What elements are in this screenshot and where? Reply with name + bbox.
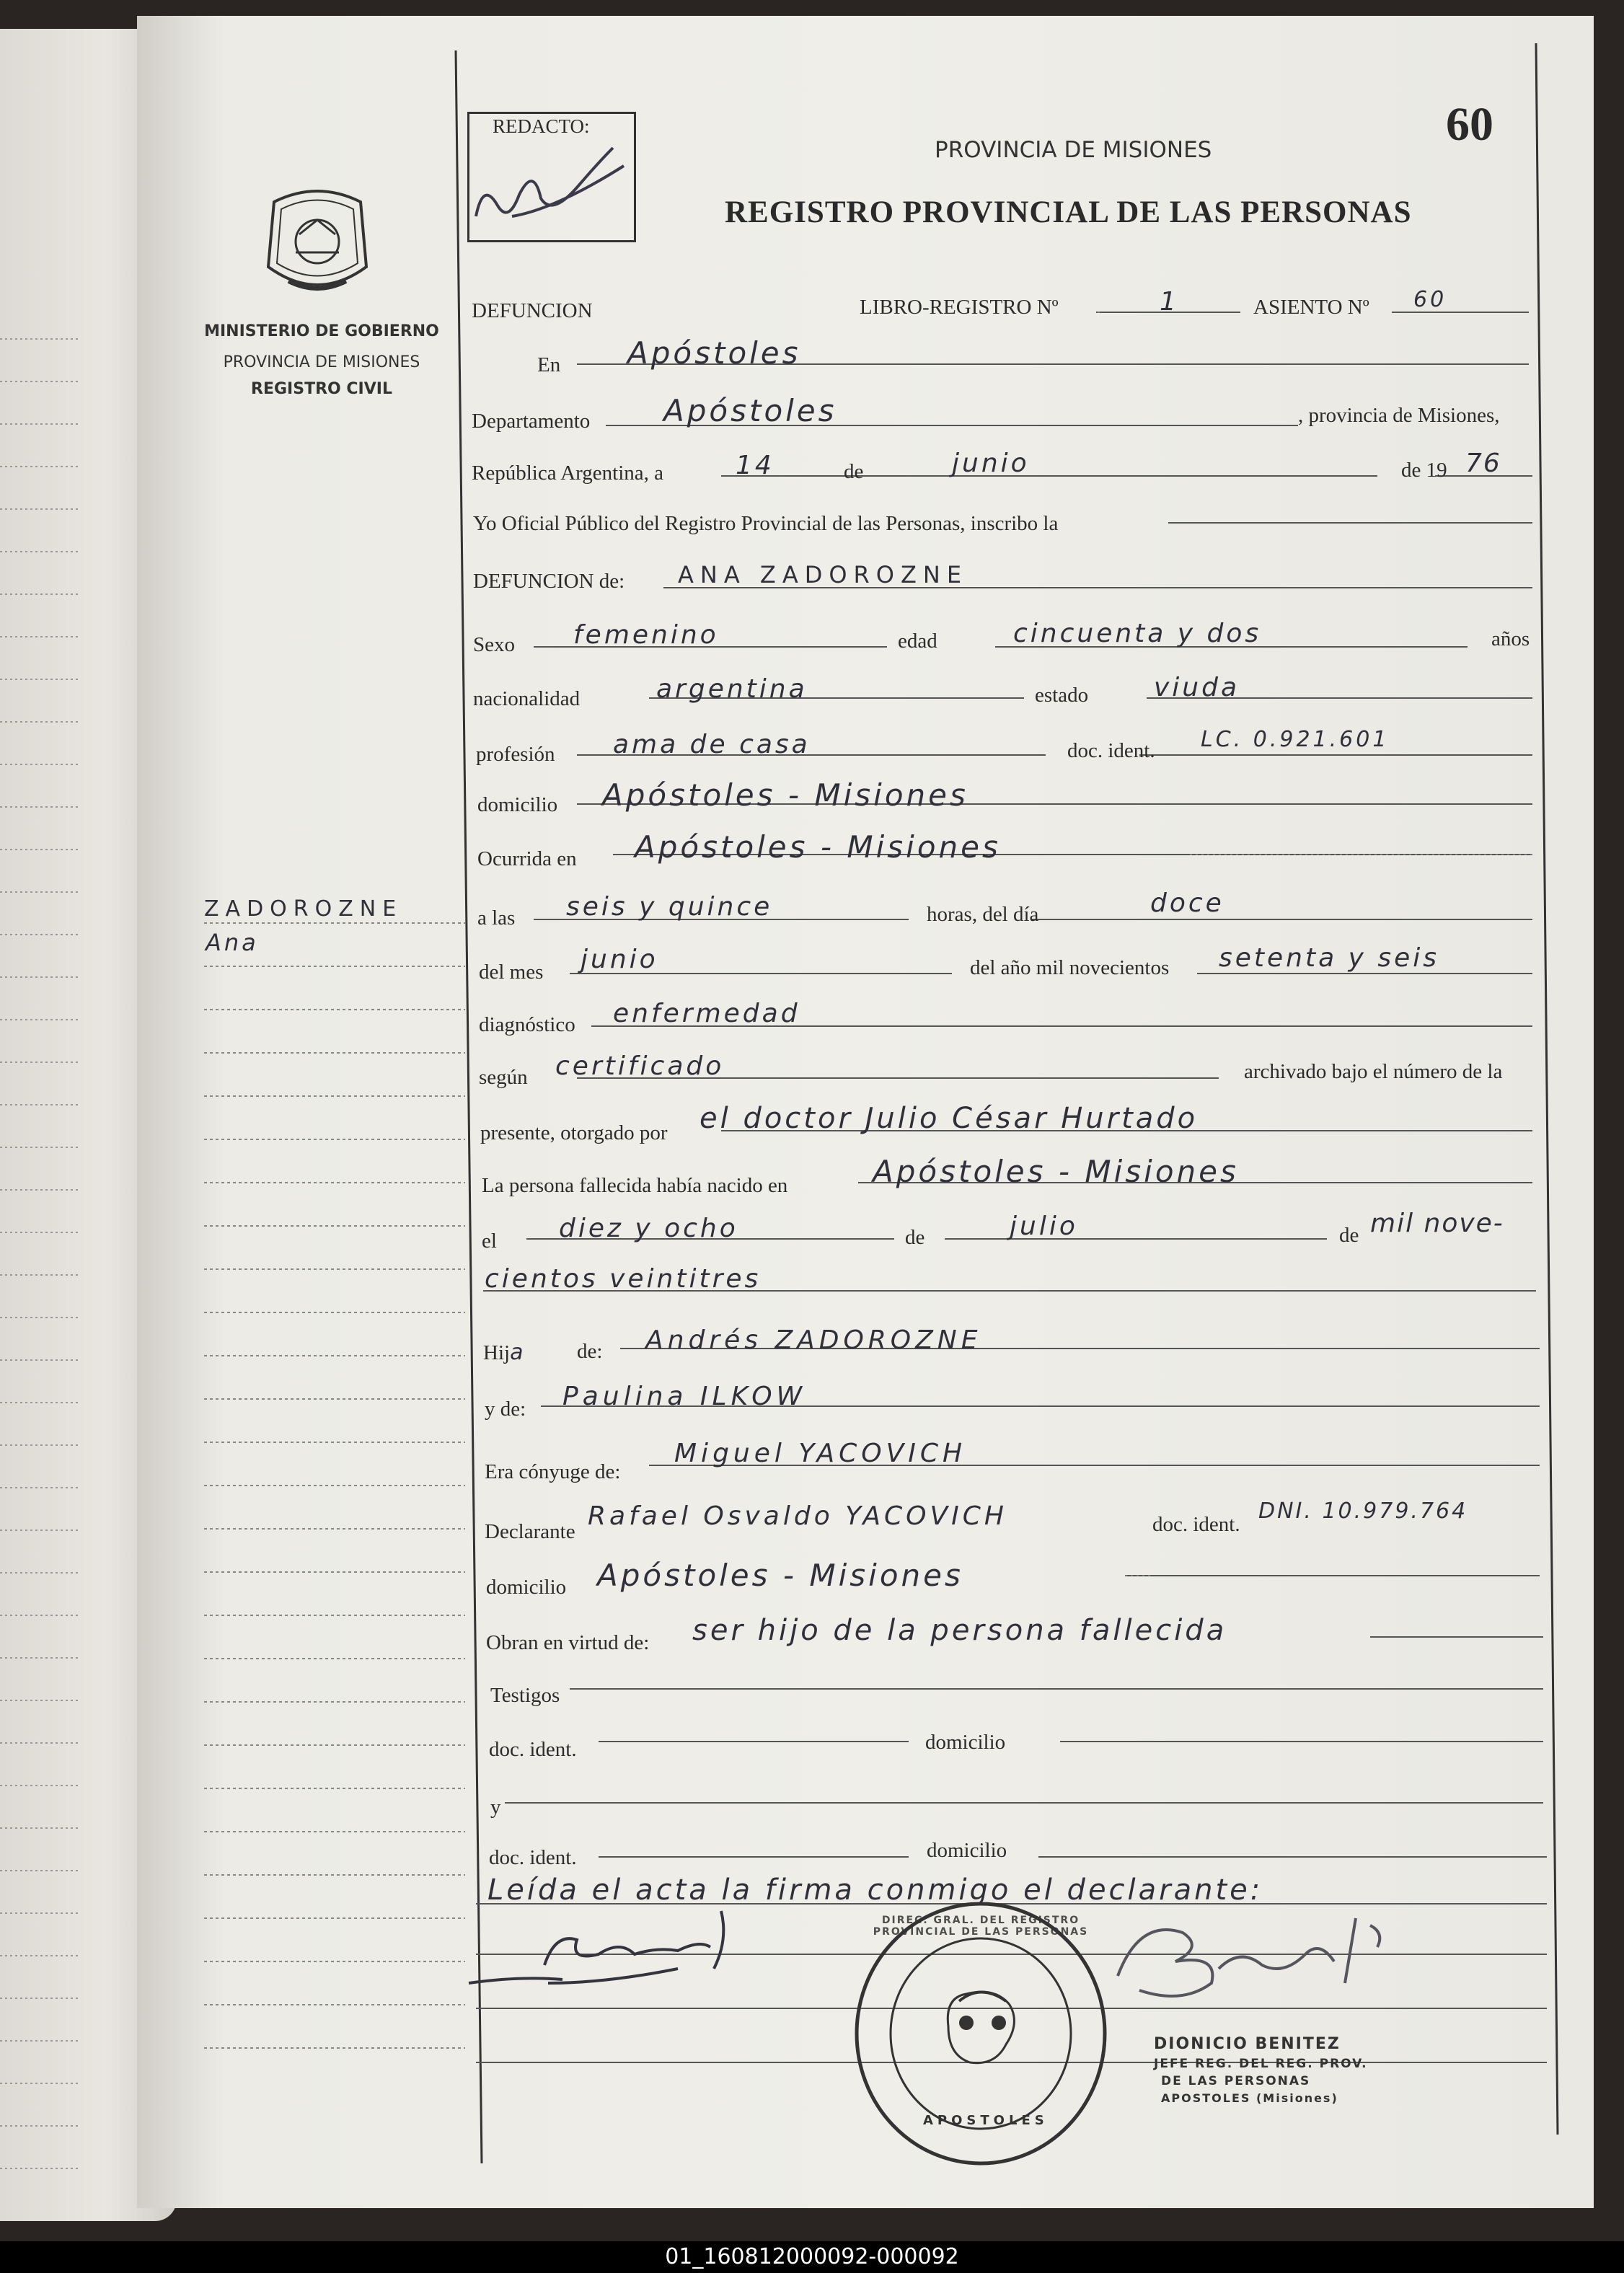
- dia-value: doce: [1150, 888, 1224, 918]
- del-mes-label: del mes: [479, 961, 544, 984]
- t1-doc-label: doc. ident.: [489, 1738, 577, 1761]
- page-number: 60: [1446, 98, 1493, 151]
- province-title: PROVINCIA DE MISIONES: [935, 137, 1212, 163]
- deceased-name: ANA ZADOROZNE: [678, 561, 968, 588]
- sexo-label: Sexo: [473, 633, 515, 656]
- estado-label: estado: [1035, 684, 1089, 707]
- conyuge-label: Era cónyuge de:: [485, 1460, 621, 1483]
- closing-text: Leída el acta la firma conmigo el declarante:: [487, 1873, 1263, 1907]
- doc-ident-label: doc. ident.: [1067, 739, 1155, 762]
- domicilio-value: Apóstoles - Misiones: [602, 777, 968, 813]
- obran-label: Obran en virtud de:: [486, 1631, 650, 1654]
- departamento-label: Departamento: [472, 410, 591, 433]
- libro-value: 1: [1160, 287, 1179, 317]
- margin-note-line2: Ana: [206, 929, 259, 956]
- en-label: En: [537, 353, 561, 376]
- month-value: junio: [952, 449, 1030, 478]
- ministry-line1: MINISTERIO DE GOBIERNO: [204, 322, 439, 340]
- day-value: 14: [736, 451, 775, 480]
- presente-label: presente, otorgado por: [480, 1121, 668, 1144]
- act-type-label: DEFUNCION: [472, 299, 593, 322]
- t2-doc-label: doc. ident.: [489, 1846, 577, 1869]
- obran-value: ser hijo de la persona fallecida: [692, 1614, 1227, 1647]
- declarante-doc-value: DNI. 10.979.764: [1258, 1499, 1468, 1524]
- oficial-text: Yo Oficial Público del Registro Provincial de las Personas, inscribo la: [473, 512, 1059, 535]
- t1-domicilio-label: domicilio: [925, 1731, 1006, 1754]
- profesion-label: profesión: [476, 743, 555, 766]
- ano-value: setenta y seis: [1219, 943, 1440, 973]
- image-caption: 01_160812000092-000092: [665, 2244, 959, 2269]
- redacto-label: REDACTO:: [493, 115, 590, 137]
- redacto-signature-icon: [469, 137, 635, 238]
- testigos-label: Testigos: [490, 1684, 560, 1707]
- year-value: 76: [1465, 449, 1501, 478]
- segun-value: certificado: [555, 1051, 725, 1081]
- libro-label: LIBRO-REGISTRO Nº: [860, 296, 1059, 319]
- official-stamp-line1: DIONICIO BENITEZ: [1154, 2035, 1341, 2053]
- estado-value: viuda: [1154, 673, 1240, 702]
- registry-round-stamp-icon: [851, 1897, 1111, 2171]
- image-caption-bar: [0, 2241, 1624, 2273]
- profesion-value: ama de casa: [613, 730, 811, 759]
- horas-label: horas, del día: [927, 903, 1039, 926]
- a-las-value: seis y quince: [566, 892, 773, 922]
- asiento-label: ASIENTO Nº: [1253, 296, 1369, 319]
- declarante-domicilio-label: domicilio: [486, 1576, 567, 1599]
- archivado-label: archivado bajo el número de la: [1244, 1060, 1503, 1083]
- del-ano-label: del año mil novecientos: [970, 956, 1170, 979]
- madre-value: Paulina ILKOW: [562, 1382, 807, 1411]
- nac-mes-value: julio: [1010, 1211, 1078, 1241]
- mes-value: junio: [581, 945, 658, 974]
- officer-signature-icon: [462, 1897, 793, 2005]
- y-label: y: [490, 1796, 501, 1819]
- ministry-line3: REGISTRO CIVIL: [251, 380, 392, 398]
- nac-ano-value-2: cientos veintitres: [485, 1264, 762, 1294]
- ocurrida-value: Apóstoles - Misiones: [635, 829, 1001, 865]
- t2-domicilio-label: domicilio: [927, 1839, 1007, 1862]
- round-stamp-city: APOSTOLES: [923, 2113, 1049, 2128]
- nacionalidad-value: argentina: [656, 674, 808, 704]
- edad-value: cincuenta y dos: [1013, 619, 1262, 648]
- republica-label: República Argentina, a: [472, 462, 664, 485]
- sexo-value: femenino: [573, 620, 719, 650]
- declarante-doc-label: doc. ident.: [1152, 1513, 1240, 1536]
- y-de-label: y de:: [485, 1398, 526, 1421]
- hija-label: Hija: [483, 1340, 524, 1365]
- nac-de-label: de: [905, 1226, 925, 1249]
- declarante-label: Declarante: [485, 1520, 575, 1543]
- ministry-seal-icon: [260, 180, 375, 303]
- diagnostico-label: diagnóstico: [479, 1013, 575, 1036]
- domicilio-label: domicilio: [477, 793, 558, 816]
- edad-label: edad: [898, 630, 937, 653]
- declarante-value: Rafael Osvaldo YACOVICH: [588, 1501, 1007, 1531]
- declarante-domicilio-value: Apóstoles - Misiones: [597, 1558, 963, 1593]
- padre-value: Andrés ZADOROZNE: [645, 1325, 982, 1355]
- nacido-value: Apóstoles - Misiones: [873, 1154, 1239, 1189]
- departamento-value: Apóstoles: [663, 393, 837, 428]
- el-label: el: [482, 1230, 497, 1253]
- nac-ano-value-1: mil nove-: [1370, 1209, 1504, 1238]
- nacido-label: La persona fallecida había nacido en: [482, 1174, 788, 1197]
- margin-note-line1: ZADOROZNE: [204, 896, 403, 922]
- declarant-signature-icon: [1096, 1904, 1428, 2012]
- defuncion-de-label: DEFUNCION de:: [473, 570, 625, 593]
- official-stamp-line4: APOSTOLES (Misiones): [1161, 2091, 1338, 2105]
- conyuge-value: Miguel YACOVICH: [674, 1439, 967, 1468]
- ocurrida-label: Ocurrida en: [477, 847, 577, 870]
- de-label: de: [844, 460, 864, 483]
- asiento-value: 60: [1413, 287, 1447, 312]
- official-stamp-line2: JEFE REG. DEL REG. PROV.: [1154, 2057, 1368, 2071]
- provincia-label: , provincia de Misiones,: [1298, 404, 1500, 427]
- nac-de-mil-label: de: [1339, 1224, 1359, 1247]
- doc-ident-value: LC. 0.921.601: [1201, 727, 1390, 752]
- en-value: Apóstoles: [627, 335, 801, 371]
- segun-label: según: [479, 1066, 528, 1089]
- hija-de-label: de:: [577, 1340, 603, 1363]
- ministry-line2: PROVINCIA DE MISIONES: [223, 353, 420, 371]
- nacionalidad-label: nacionalidad: [473, 687, 581, 710]
- diagnostico-value: enfermedad: [613, 999, 800, 1028]
- a-las-label: a las: [477, 906, 516, 930]
- official-stamp-line3: DE LAS PERSONAS: [1161, 2074, 1311, 2088]
- year-label: de 19: [1401, 459, 1447, 482]
- presente-value: el doctor Julio César Hurtado: [700, 1102, 1199, 1135]
- registry-title: REGISTRO PROVINCIAL DE LAS PERSONAS: [725, 195, 1412, 229]
- anos-label: años: [1491, 627, 1530, 650]
- nac-dia-value: diez y ocho: [559, 1214, 738, 1243]
- round-stamp-text: DIREC. GRAL. DEL REGISTRO PROVINCIAL DE LAS PERSONAS: [873, 1915, 1089, 1938]
